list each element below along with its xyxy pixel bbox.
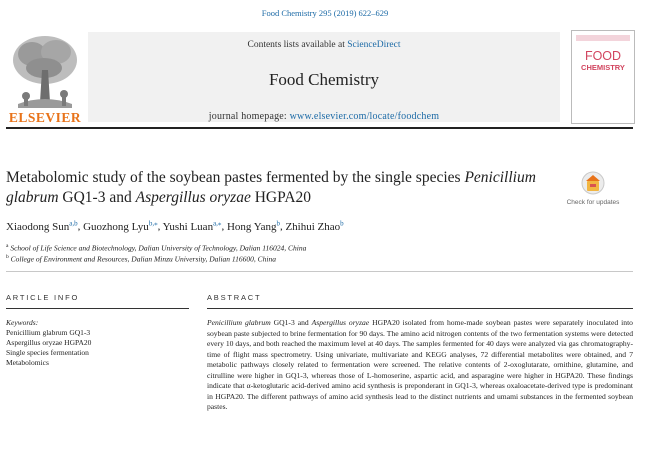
contents-availability-line bbox=[88, 40, 560, 50]
cover-title-chemistry: CHEMISTRY bbox=[581, 63, 625, 72]
abstract-heading: ABSTRACT bbox=[207, 293, 262, 302]
affiliation-b bbox=[6, 254, 626, 264]
author-affiliation-mark[interactable]: b bbox=[276, 219, 280, 227]
author-name: Xiaodong Sun bbox=[6, 220, 70, 233]
title-species-1: Penicillium glabrum bbox=[6, 169, 536, 206]
keywords-label: Keywords: bbox=[6, 318, 39, 327]
abstract-species-2: Aspergillus oryzae bbox=[311, 318, 370, 327]
homepage-prefix: journal homepage: bbox=[208, 111, 290, 122]
keyword-item[interactable]: Aspergillus oryzae HGPA20 bbox=[6, 338, 92, 347]
journal-homepage-line bbox=[88, 111, 560, 122]
sciencedirect-link[interactable]: ScienceDirect bbox=[347, 40, 401, 50]
affiliation-a bbox=[6, 243, 626, 253]
abstract-text bbox=[207, 318, 633, 413]
article-info-rule bbox=[6, 308, 189, 309]
author[interactable] bbox=[163, 221, 222, 233]
cover-top-band bbox=[576, 35, 630, 41]
abstract-segment-2: HGPA20 isolated from home-made soybean pastes were separately inoculated into soybean paste subjected to brine fermentation for 90 days. The amino acid nitrogen contents of the two fermentation systems were detected every 10 days, and both reached the maximum level at 40 days. The samples fermented for 40 days were analyzed via gas chromatography-time of flight mass spectrometry. Using univariate, multivariate and KEGG analyses, 72 differential metabolites were obtained, and 7 metabolic pathways closely related to fermentation were screened. The relative contents of 2-oxoglutarate, ornithine, glutamine, and citrulline were higher in GQ1-3, whereas those of L-homoserine, aspartic acid, and asparagine were higher in HGPA20. These findings indicate that α-ketoglutaric acid-derived amino acid synthesis is preponderant in GQ1-3, whereas oxaloacetate-derived type is predominant in HGPA20. The different pathways of amino acid synthesis lead to the distinct nutrients and umami substances in the fermented soybean pastes. bbox=[207, 318, 633, 411]
journal-reference[interactable]: Food Chemistry 295 (2019) 622–629 bbox=[261, 8, 389, 18]
keyword-item[interactable]: Metabolomics bbox=[6, 358, 49, 367]
author[interactable] bbox=[6, 221, 78, 233]
header-divider bbox=[6, 127, 633, 129]
check-for-updates-label[interactable]: Check for updates bbox=[566, 199, 620, 206]
author[interactable] bbox=[227, 221, 280, 233]
affiliation-text: College of Environment and Resources, Dalian Minzu University, Dalian 116600, China bbox=[10, 254, 276, 264]
author-name: Yushi Luan bbox=[162, 220, 214, 233]
author-name: Hong Yang bbox=[226, 220, 277, 233]
keyword-item[interactable]: Penicillium glabrum GQ1-3 bbox=[6, 328, 91, 337]
affiliation-mark: a bbox=[6, 243, 9, 249]
affiliation-text: School of Life Science and Biotechnology, Dalian University of Technology, Dalian 116024, China bbox=[10, 243, 307, 253]
abstract-segment-1: GQ1-3 and bbox=[270, 318, 312, 327]
title-species-2: Aspergillus oryzae bbox=[135, 189, 251, 206]
affiliation-divider bbox=[6, 271, 633, 272]
author[interactable] bbox=[83, 221, 157, 233]
cover-title-food: FOOD bbox=[584, 49, 622, 63]
title-text-2: GQ1-3 and bbox=[58, 189, 136, 206]
abstract-species-1: Penicillium glabrum bbox=[207, 318, 271, 327]
author-affiliation-mark[interactable]: b,⁎ bbox=[148, 219, 158, 227]
journal-cover-thumbnail[interactable] bbox=[571, 30, 635, 124]
article-info-heading: ARTICLE INFO bbox=[6, 293, 80, 302]
elsevier-wordmark[interactable]: ELSEVIER bbox=[8, 110, 82, 125]
title-text-3: HGPA20 bbox=[250, 189, 312, 206]
author-affiliation-mark[interactable]: a,⁎ bbox=[213, 219, 222, 227]
journal-name: Food Chemistry bbox=[268, 70, 380, 89]
author[interactable] bbox=[285, 221, 343, 233]
author-list: Xiaodong Sun$^{a,b}$, Guozhong Lyu$^{b,⁎}$, Yushi Luan$^{a,⁎}$, Hong Yang$^b$, Zhihui Zhao$^b$ bbox=[6, 219, 344, 233]
author-name: Zhihui Zhao bbox=[285, 220, 341, 233]
article-title bbox=[6, 168, 551, 208]
keyword-item[interactable]: Single species fermentation bbox=[6, 348, 89, 357]
title-text-1: Metabolomic study of the soybean pastes fermented by the single species bbox=[6, 169, 465, 186]
homepage-link[interactable]: www.elsevier.com/locate/foodchem bbox=[289, 111, 440, 122]
affiliation-mark: b bbox=[6, 254, 9, 260]
author-name: Guozhong Lyu bbox=[83, 220, 149, 233]
contents-prefix: Contents lists available at bbox=[247, 40, 348, 50]
abstract-rule bbox=[207, 308, 633, 309]
author-affiliation-mark[interactable]: b bbox=[340, 219, 344, 227]
author-affiliation-mark[interactable]: a,b bbox=[69, 219, 78, 227]
